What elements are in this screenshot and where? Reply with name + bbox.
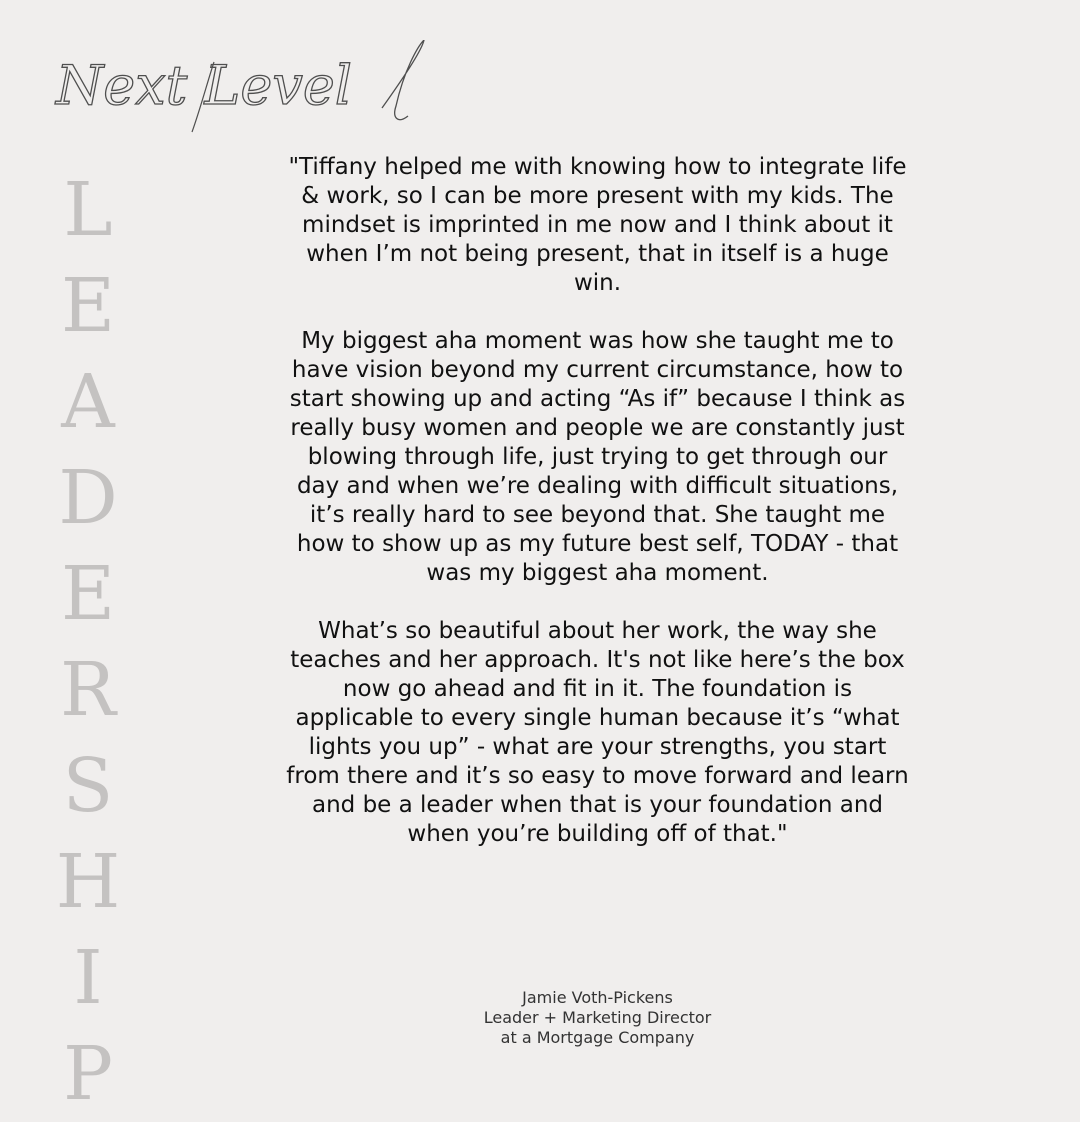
vertical-letter: I — [73, 935, 103, 1021]
attribution-title: Leader + Marketing Director — [483, 1008, 712, 1027]
quote-paragraph: "Tiffany helped me with knowing how to integrate life & work, so I can be more present with my kids. The mindset is imprinted in me now and I think about it when I’m not being present, that in itself is a huge win. — [288, 154, 907, 296]
attribution — [420, 988, 775, 1048]
vertical-letter: A — [61, 359, 115, 445]
testimonial-quote — [285, 153, 910, 849]
quote-paragraph: My biggest aha moment was how she taught me to have vision beyond my current circumstance, how to start showing up and acting “As if” because I think as really busy women and people we are constantly just blowing through life, just trying to get through our day and when we’re dealing with difficult situations, it’s really hard to see beyond that. She taught me how to show up as my future best self, TODAY - that was my biggest aha moment. — [289, 328, 906, 586]
attribution-company: at a Mortgage Company — [500, 1028, 695, 1047]
vertical-letter: D — [58, 455, 118, 541]
attribution-name: Jamie Voth-Pickens — [522, 988, 673, 1007]
script-flourish — [382, 40, 424, 120]
vertical-word-leadership — [50, 162, 126, 1117]
script-title-text: Next Level — [56, 54, 353, 117]
vertical-letter: L — [63, 167, 113, 253]
vertical-letter: P — [63, 1031, 113, 1117]
vertical-letter: S — [62, 743, 114, 829]
vertical-letter: H — [55, 839, 121, 925]
script-title — [52, 40, 432, 140]
vertical-letter: E — [60, 263, 116, 349]
vertical-letter: R — [60, 647, 116, 733]
vertical-letter: E — [60, 551, 116, 637]
quote-paragraph: What’s so beautiful about her work, the way she teaches and her approach. It's not like here’s the box now go ahead and fit in it. The foundation is applicable to every single human because it’s “what lights you up” - what are your strengths, you start from there and it’s so easy to move forward and learn and be a leader when that is your foundation and when you’re building off of that." — [286, 618, 909, 847]
script-title-svg — [52, 40, 432, 140]
